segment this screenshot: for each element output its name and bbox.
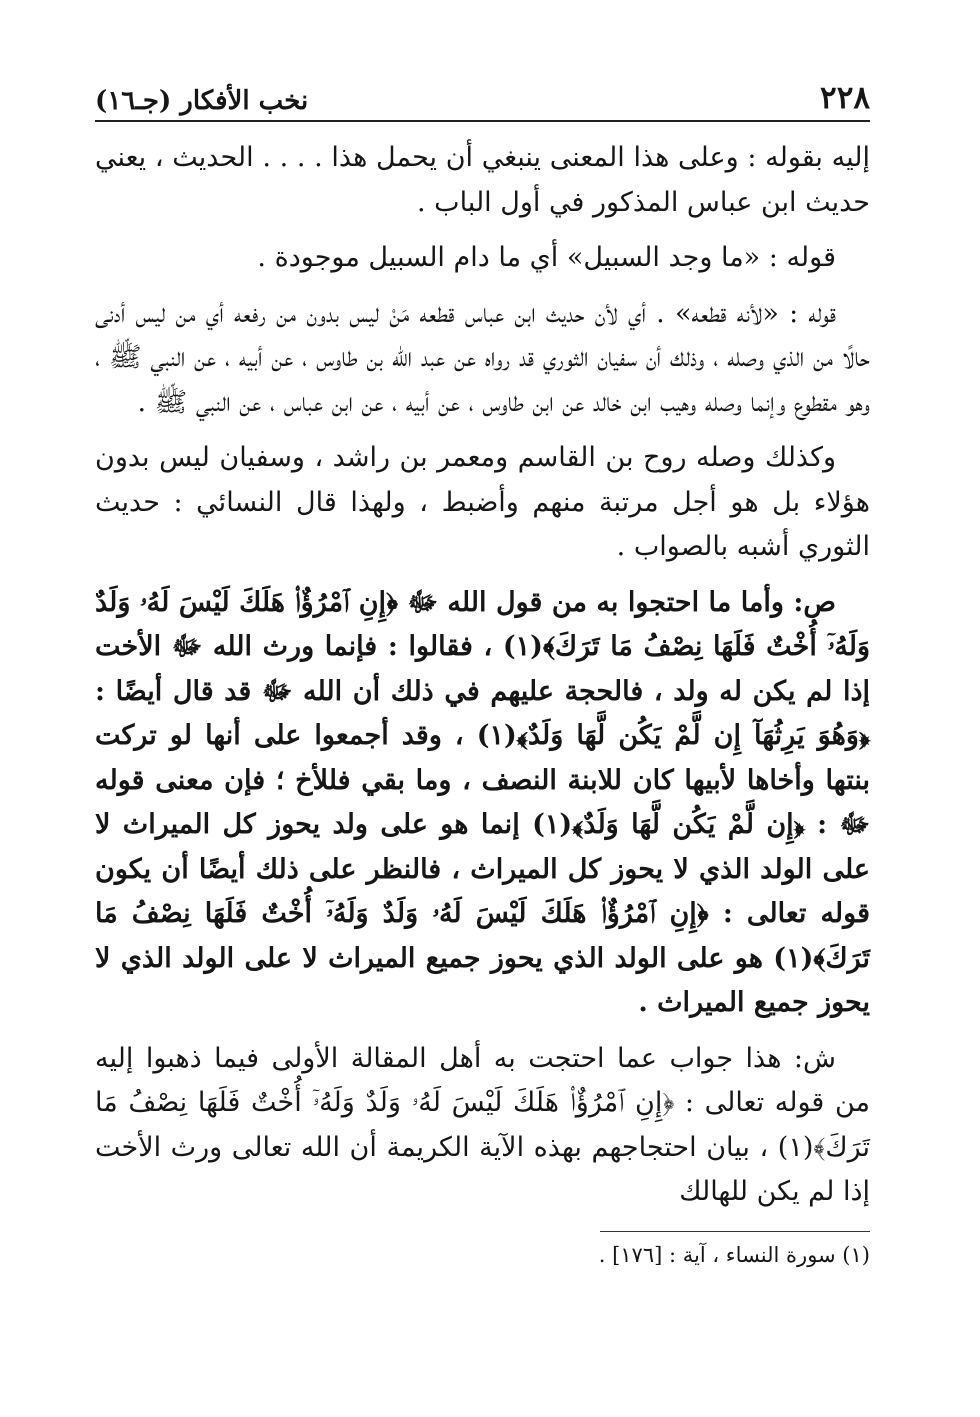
running-title: نخب الأفكار (جـ١٦) <box>95 86 309 116</box>
footnote: (١) سورة النساء ، آية : [١٧٦] . <box>598 1242 870 1267</box>
paragraph-wasala <box>95 436 870 570</box>
paragraph-shin <box>95 1037 870 1215</box>
page-body <box>95 136 870 1215</box>
paragraph-intro <box>95 136 870 225</box>
paragraph-text: قوله : «لأنه قطعه» . أي لأن حديث ابن عباس قطعه مَنْ ليس بدون من رفعه أي من ليس أدنى حالًا من الذي وصله ، وذلك أن سفيان الثوري قد رواه عن عبد الله بن طاوس ، عن أبيه ، عن النبي ﷺ ، وهو مقطوع وإنما وصله وهيب ابن خالد عن ابن طاوس ، عن أبيه ، عن ابن عباس ، عن النبي ﷺ . <box>95 297 870 418</box>
paragraph-text: ص: وأما ما احتجوا به من قول الله ﷻ ﴿إِنِ ٱمْرُؤٌا۟ هَلَكَ لَيْسَ لَهُۥ وَلَدٌ وَلَهُۥٓ أُخْتٌ فَلَهَا نِصْفُ مَا تَرَكَ﴾(١) ، فقالوا : فإنما ورث الله ﷻ الأخت إذا لم يكن له ولد ، فالحجة عليهم في ذلك أن الله ﷻ قد قال أيضًا : ﴿وَهُوَ يَرِثُهَآ إِن لَّمْ يَكُن لَّهَا وَلَدٌ﴾(١) ، وقد أجمعوا على أنها لو تركت بنتها وأخاها لأبيها كان للابنة النصف ، وما بقي فللأخ ؛ فإن معنى قوله ﷻ : ﴿إِن لَّمْ يَكُن لَّهَا وَلَدٌ﴾(١) إنما هو على ولد يحوز كل الميراث لا على الولد الذي لا يحوز كل الميراث ، فالنظر على ذلك أيضًا أن يكون قوله تعالى : ﴿إِنِ ٱمْرُؤٌا۟ هَلَكَ لَيْسَ لَهُۥ وَلَدٌ وَلَهُۥٓ أُخْتٌ فَلَهَا نِصْفُ مَا تَرَكَ﴾(١) هو على الولد الذي يحوز جميع الميراث لا على الولد الذي لا يحوز جميع الميراث . <box>95 586 870 1018</box>
paragraph-text: قوله : «ما وجد السبيل» أي ما دام السبيل موجودة . <box>257 242 836 273</box>
page-header <box>95 70 870 122</box>
paragraph-qataa <box>95 292 870 426</box>
page-number: ٢٢٨ <box>820 80 870 116</box>
paragraph-saad <box>95 581 870 1026</box>
paragraph-text: وكذلك وصله روح بن القاسم ومعمر بن راشد ، وسفيان ليس بدون هؤلاء بل هو أجل مرتبة منهم وأضبط ، ولهذا قال النسائي : حديث الثوري أشبه بالصواب . <box>95 442 870 562</box>
footnote-divider <box>600 1231 870 1232</box>
paragraph-sabil <box>95 236 870 281</box>
paragraph-text: ش: هذا جواب عما احتجت به أهل المقالة الأولى فيما ذهبوا إليه من قوله تعالى : ﴿إِنِ ٱمْرُؤٌا۟ هَلَكَ لَيْسَ لَهُۥ وَلَدٌ وَلَهُۥٓ أُخْتٌ فَلَهَا نِصْفُ مَا تَرَكَ﴾(١) ، بيان احتجاجهم بهذه الآية الكريمة أن الله تعالى ورث الأخت إذا لم يكن للهالك <box>95 1042 870 1207</box>
paragraph-text: إليه بقوله : وعلى هذا المعنى ينبغي أن يحمل هذا . . . . الحديث ، يعني حديث ابن عباس المذكور في أول الباب . <box>95 142 870 218</box>
book-page <box>95 70 870 1270</box>
